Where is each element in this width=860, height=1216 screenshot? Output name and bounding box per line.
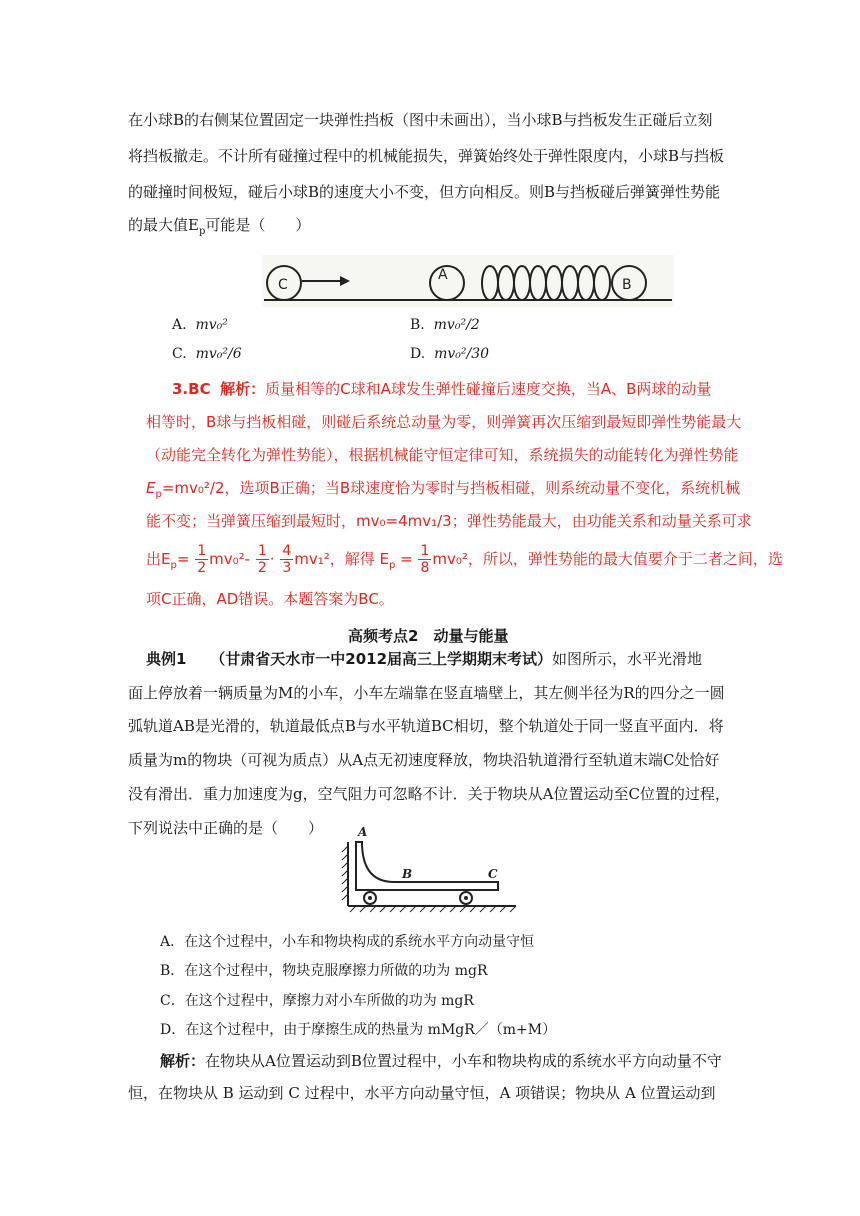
option2-a: A．在这个过程中，小车和物块构成的系统水平方向动量守恒 [160, 934, 535, 950]
example-line-1: 典例1 （甘肃省天水市一中2012届高三上学期期末考试）如图所示，水平光滑地 [146, 650, 703, 668]
analysis-line-4: $E_p=mv_0^2/2$，选项B正确；当B球速度恰为零时与挡板相碰，则系统动量不变化，系统机械 [146, 479, 741, 500]
option2-d: D．在这个过程中，由于摩擦生成的热量为 mMgR／（m+M） [160, 1022, 557, 1038]
label-b: B [402, 867, 413, 881]
cart-body [356, 842, 498, 890]
analysis-line-5: 能不变；当弹簧压缩到最短时，mv₀=4mv₁/3；弹性势能最大，由功能关系和动量关系可求 [146, 512, 752, 530]
ball-c-label: C [278, 277, 288, 293]
analysis2-line-1: 解析：在物块从A位置运动到B位置过程中，小车和物块构成的系统水平方向动量不守 [160, 1052, 722, 1070]
fraction-4: $\frac{1}{8}$ [420, 543, 430, 576]
option2-c: C．在这个过程中，摩擦力对小车所做的功为 mgR [160, 993, 474, 1009]
cart-track-figure [336, 822, 526, 914]
example-line-2: 面上停放着一辆质量为M的小车，小车左端靠在竖直墙壁上，其左侧半径为R的四分之一圆 [128, 684, 725, 702]
option1-d: D. mv₀²/30 [410, 346, 490, 362]
option2-b: B．在这个过程中，物块克服摩擦力所做的功为 mgR [160, 963, 488, 979]
ball-a-label: A [438, 267, 448, 283]
example-line-4: 质量为m的物块（可视为质点）从A点无初速度释放，物块沿轨道滑行至轨道末端C处恰好 [128, 751, 720, 769]
ball-b-label: B [622, 277, 632, 293]
ball-spring-figure [262, 255, 674, 307]
fraction-2: $\frac{1}{2}$ [257, 543, 267, 576]
fraction-3: $\frac{4}{3}$ [282, 543, 292, 576]
example-line-5: 没有滑出．重力加速度为g，空气阻力可忽略不计．关于物块从A位置运动至C位置的过程， [128, 785, 730, 803]
example-line-6: 下列说法中正确的是（ ） [128, 819, 324, 837]
analysis-line-6: 出$E_p=$ $\frac{1}{2}$ mv₀²- $\frac{1}{2}$ · $\frac{4}{3}$ mv₁²，解得 $E_p$ = $\frac{1}{8}$ mv₀²，所以，弹性势能的最大值要介于二者之间，选 [146, 543, 783, 576]
example-line-3: 弧轨道AB是光滑的，轨道最低点B与水平轨道BC相切，整个轨道处于同一竖直平面内．将 [128, 717, 724, 735]
question-line-1: 在小球B的右侧某位置固定一块弹性挡板（图中未画出），当小球B与挡板发生正碰后立刻 [128, 111, 713, 129]
option1-b: B. mv₀²/2 [410, 317, 480, 333]
question-line-2: 将挡板撤走。不计所有碰撞过程中的机械能损失，弹簧始终处于弹性限度内，小球B与挡板 [128, 147, 725, 165]
label-c: C [488, 867, 498, 881]
label-a: A [358, 825, 368, 839]
option1-c: C. mv₀²/6 [172, 346, 242, 362]
section-title: 高频考点2 动量与能量 [348, 627, 509, 645]
analysis2-line-2: 恒，在物块从 B 运动到 C 过程中，水平方向动量守恒，A 项错误；物块从 A 位置运动到 [128, 1084, 716, 1102]
fraction-1: $\frac{1}{2}$ [197, 543, 207, 576]
analysis-line-2: 相等时，B球与挡板相碰，则碰后系统总动量为零，则弹簧再次压缩到最短即弹性势能最大 [146, 413, 742, 431]
option1-a: A. mv₀² [172, 317, 228, 333]
analysis-line-1: 3.BC 解析：质量相等的C球和A球发生弹性碰撞后速度交换，当A、B两球的动量 [172, 380, 712, 398]
question-line-4: 的最大值$E_p$可能是（ ） [128, 216, 311, 237]
analysis-line-3: （动能完全转化为弹性势能），根据机械能守恒定律可知，系统损失的动能转化为弹性势能 [146, 446, 739, 464]
analysis-line-7: 项C正确，AD错误。本题答案为BC。 [146, 590, 394, 608]
question-line-3: 的碰撞时间极短，碰后小球B的速度大小不变，但方向相反。则B与挡板碰后弹簧弹性势能 [128, 183, 721, 201]
